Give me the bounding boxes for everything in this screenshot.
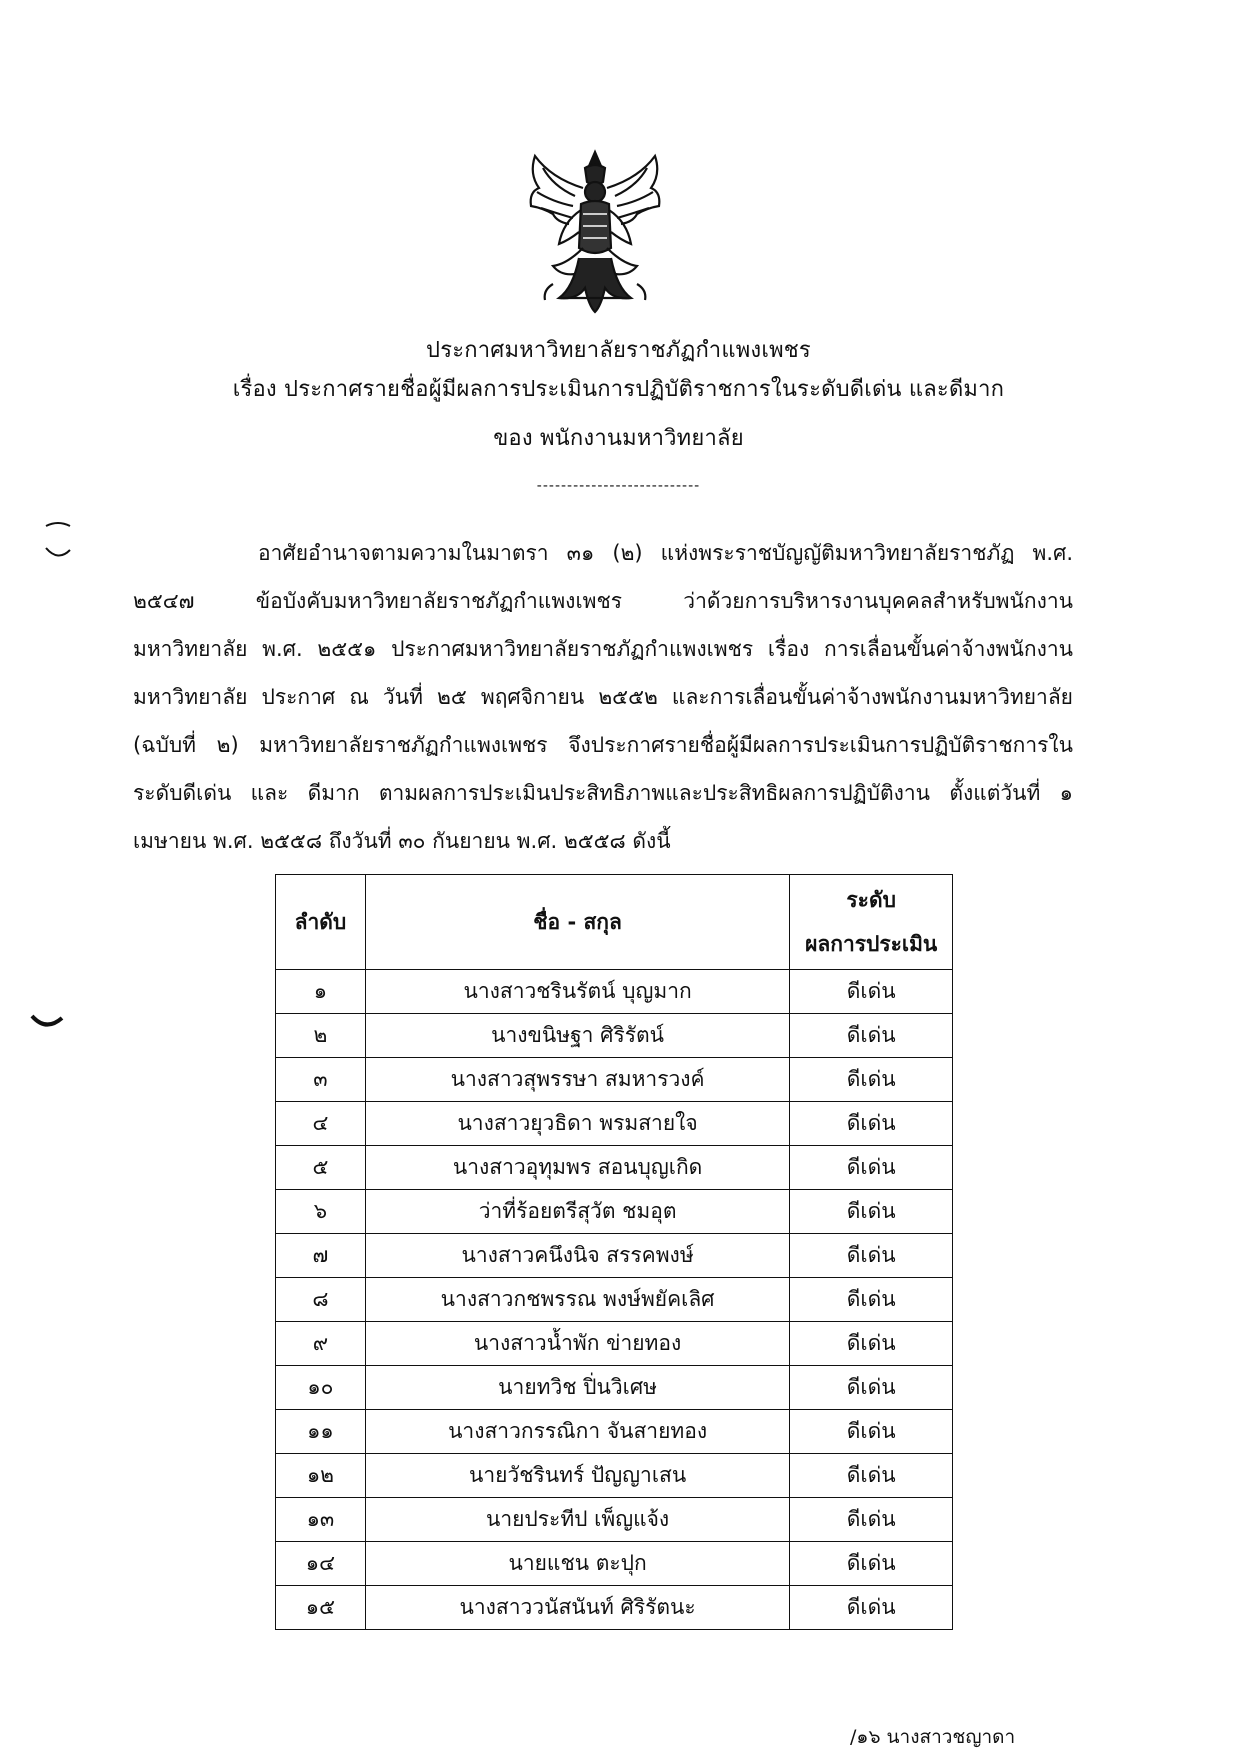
row-order-cell: ๑๑	[276, 1410, 366, 1454]
row-order-cell: ๕	[276, 1146, 366, 1190]
row-level-cell: ดีเด่น	[790, 1498, 953, 1542]
punch-hole-mark-icon	[28, 1010, 68, 1040]
row-level-cell: ดีเด่น	[790, 1102, 953, 1146]
row-order-cell: ๘	[276, 1278, 366, 1322]
row-order-cell: ๓	[276, 1058, 366, 1102]
row-name-cell: นางสาวคนึงนิจ สรรคพงษ์	[365, 1234, 790, 1278]
row-name-cell: นางสาวน้ำพัก ข่ายทอง	[365, 1322, 790, 1366]
row-name-cell: นางสาวสุพรรษา สมหารวงค์	[365, 1058, 790, 1102]
table-row	[276, 970, 953, 1014]
row-level-cell: ดีเด่น	[790, 1542, 953, 1586]
continuation-note: /๑๖ นางสาวชญาดา	[850, 1726, 1016, 1748]
row-order-cell: ๑๐	[276, 1366, 366, 1410]
row-level-cell: ดีเด่น	[790, 1366, 953, 1410]
garuda-emblem-icon	[523, 148, 667, 318]
announcement-title: ประกาศมหาวิทยาลัยราชภัฏกำแพงเพชร	[426, 338, 811, 363]
row-name-cell: นางขนิษฐา ศิริรัตน์	[365, 1014, 790, 1058]
row-order-cell: ๑๓	[276, 1498, 366, 1542]
row-level-cell: ดีเด่น	[790, 970, 953, 1014]
table-row	[276, 1146, 953, 1190]
header-name: ชื่อ - สกุล	[365, 875, 790, 970]
row-level-cell: ดีเด่น	[790, 1190, 953, 1234]
header-level-line2: ผลการประเมิน	[805, 932, 938, 956]
table-row	[276, 1278, 953, 1322]
table-row	[276, 1014, 953, 1058]
row-level-cell: ดีเด่น	[790, 1322, 953, 1366]
table-row	[276, 1102, 953, 1146]
table-row	[276, 1498, 953, 1542]
row-name-cell: นางสาววนัสนันท์ ศิริรัตนะ	[365, 1586, 790, 1630]
announcement-subject: เรื่อง ประกาศรายชื่อผู้มีผลการประเมินการปฏิบัติราชการในระดับดีเด่น และดีมาก	[232, 377, 1005, 402]
header-level	[790, 875, 953, 970]
row-order-cell: ๗	[276, 1234, 366, 1278]
row-order-cell: ๔	[276, 1102, 366, 1146]
body-paragraph: อาศัยอำนาจตามความในมาตรา ๓๑ (๒) แห่งพระราชบัญญัติมหาวิทยาลัยราชภัฏ พ.ศ. ๒๕๔๗ ข้อบังคับมหาวิทยาลัยราชภัฏกำแพงเพชร ว่าด้วยการบริหารงานบุคคลสำหรับพนักงานมหาวิทยาลัย พ.ศ. ๒๕๕๑ ประกาศมหาวิทยาลัยราชภัฏกำแพงเพชร เรื่อง การเลื่อนขั้นค่าจ้างพนักงานมหาวิทยาลัย ประกาศ ณ วันที่ ๒๕ พฤศจิกายน ๒๕๕๒ และการเลื่อนขั้นค่าจ้างพนักงานมหาวิทยาลัย (ฉบับที่ ๒) มหาวิทยาลัยราชภัฏกำแพงเพชร จึงประกาศรายชื่อผู้มีผลการประเมินการปฏิบัติราชการในระดับดีเด่น และ ดีมาก ตามผลการประเมินประสิทธิภาพและประสิทธิผลการปฏิบัติงาน ตั้งแต่วันที่ ๑ เมษายน พ.ศ. ๒๕๕๘ ถึงวันที่ ๓๐ กันยายน พ.ศ. ๒๕๕๘ ดังนี้	[133, 541, 1073, 853]
row-name-cell: ว่าที่ร้อยตรีสุวัต ชมอุต	[365, 1190, 790, 1234]
table-row	[276, 1454, 953, 1498]
table-row	[276, 1058, 953, 1102]
table-row	[276, 1410, 953, 1454]
row-name-cell: นายประทีป เพ็ญแจ้ง	[365, 1498, 790, 1542]
header-order: ลำดับ	[276, 875, 366, 970]
table-row	[276, 1322, 953, 1366]
table-row	[276, 1234, 953, 1278]
row-order-cell: ๑๒	[276, 1454, 366, 1498]
table-row	[276, 1366, 953, 1410]
row-level-cell: ดีเด่น	[790, 1146, 953, 1190]
results-table	[275, 874, 953, 1630]
punch-hole-mark-icon	[40, 518, 80, 568]
row-name-cell: นายแชน ตะปุก	[365, 1542, 790, 1586]
row-level-cell: ดีเด่น	[790, 1586, 953, 1630]
table-row	[276, 1542, 953, 1586]
row-order-cell: ๖	[276, 1190, 366, 1234]
row-level-cell: ดีเด่น	[790, 1058, 953, 1102]
row-name-cell: นางสาวชรินรัตน์ บุญมาก	[365, 970, 790, 1014]
row-name-cell: นางสาวกรรณิกา จันสายทอง	[365, 1410, 790, 1454]
table-row	[276, 1190, 953, 1234]
row-level-cell: ดีเด่น	[790, 1278, 953, 1322]
row-name-cell: นางสาวกชพรรณ พงษ์พยัคเลิศ	[365, 1278, 790, 1322]
row-level-cell: ดีเด่น	[790, 1454, 953, 1498]
row-level-cell: ดีเด่น	[790, 1014, 953, 1058]
header-level-line1: ระดับ	[846, 888, 896, 912]
row-level-cell: ดีเด่น	[790, 1234, 953, 1278]
table-header-row	[276, 875, 953, 970]
row-name-cell: นายวัชรินทร์ ปัญญาเสน	[365, 1454, 790, 1498]
row-name-cell: นางสาวอุทุมพร สอนบุญเกิด	[365, 1146, 790, 1190]
row-name-cell: นายทวิช ปิ่นวิเศษ	[365, 1366, 790, 1410]
row-order-cell: ๑๕	[276, 1586, 366, 1630]
row-order-cell: ๙	[276, 1322, 366, 1366]
announcement-audience: ของ พนักงานมหาวิทยาลัย	[493, 426, 744, 451]
divider-line: ---------------------------	[536, 478, 701, 494]
table-row	[276, 1586, 953, 1630]
row-order-cell: ๑๔	[276, 1542, 366, 1586]
row-name-cell: นางสาวยุวธิดา พรมสายใจ	[365, 1102, 790, 1146]
row-level-cell: ดีเด่น	[790, 1410, 953, 1454]
row-order-cell: ๑	[276, 970, 366, 1014]
row-order-cell: ๒	[276, 1014, 366, 1058]
